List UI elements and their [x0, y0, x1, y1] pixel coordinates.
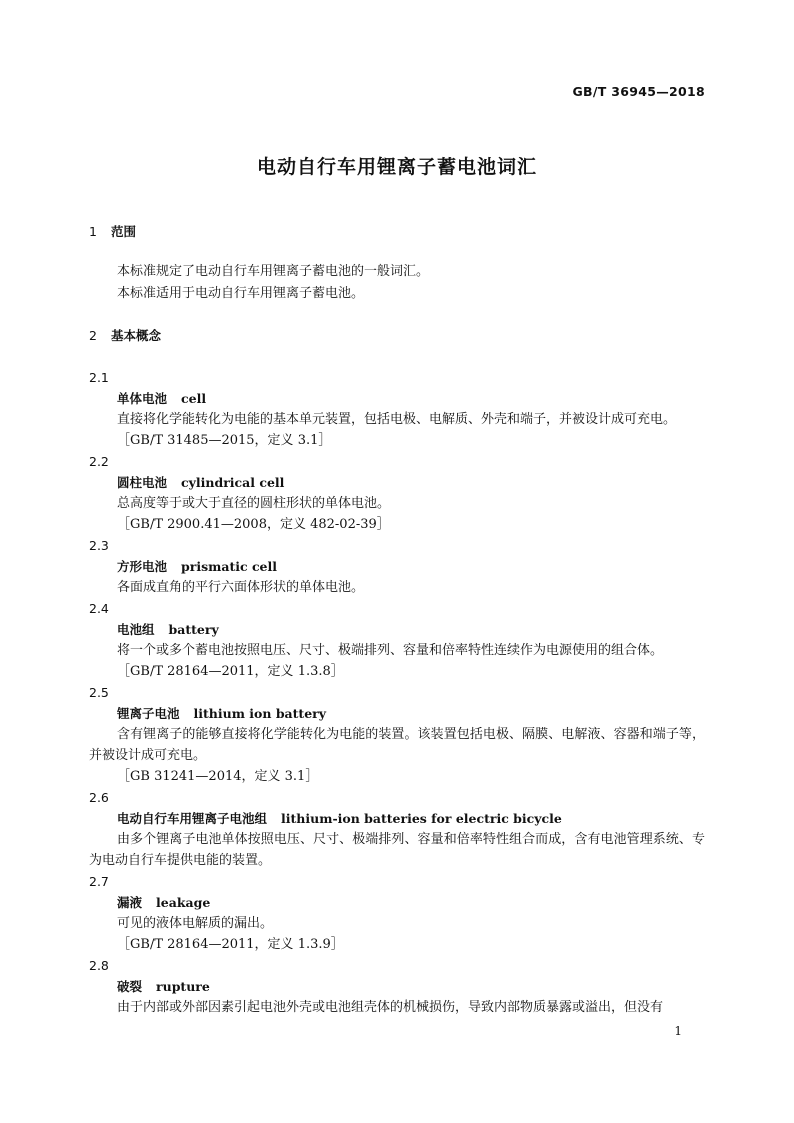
term-entry [89, 787, 705, 871]
term-english: leakage [156, 895, 211, 910]
section-1-heading [89, 222, 136, 240]
entry-definition: 可见的液体电解质的漏出。 [117, 916, 274, 931]
term-chinese: 电动自行车用锂离子电池组 [117, 811, 268, 826]
section-1-title: 范围 [111, 224, 137, 239]
entry-number: 2.8 [89, 958, 109, 973]
term-entry [89, 535, 705, 598]
entry-definition: 由于内部或外部因素引起电池外壳或电池组壳体的机械损伤，导致内部物质暴露或溢出，但没有 [117, 1000, 664, 1015]
section-1-paragraph-1: 本标准规定了电动自行车用锂离子蓄电池的一般词汇。 [117, 264, 430, 279]
page-number: 1 [674, 1024, 682, 1038]
entry-term [89, 619, 705, 640]
document-title: 电动自行车用锂离子蓄电池词汇 [256, 156, 537, 178]
term-entries [89, 367, 705, 1018]
entry-number: 2.5 [89, 685, 109, 700]
term-chinese: 破裂 [117, 979, 143, 994]
entry-source-reference: ［GB/T 28164—2011，定义 1.3.9］ [117, 937, 344, 952]
term-chinese: 方形电池 [117, 559, 168, 574]
term-english: battery [168, 622, 219, 637]
entry-term [89, 388, 705, 409]
entry-definition: 将一个或多个蓄电池按照电压、尺寸、极端排列、容量和倍率特性连续作为电源使用的组合体。 [117, 643, 664, 658]
term-english: cylindrical cell [181, 475, 285, 490]
entry-number: 2.1 [89, 370, 109, 385]
standard-code: GB/T 36945—2018 [572, 84, 705, 99]
term-entry [89, 598, 705, 682]
entry-term [89, 808, 705, 829]
term-entry [89, 871, 705, 955]
entry-number: 2.6 [89, 790, 109, 805]
term-english: lithium-ion batteries for electric bicycle [281, 811, 562, 826]
entry-number: 2.3 [89, 538, 109, 553]
entry-term [89, 892, 705, 913]
entry-term [89, 556, 705, 577]
entry-definition: 含有锂离子的能够直接将化学能转化为电能的装置。该装置包括电极、隔膜、电解液、容器和端子等，并被设计成可充电。 [89, 727, 705, 763]
entry-number: 2.7 [89, 874, 109, 889]
entry-term [89, 472, 705, 493]
term-english: cell [181, 391, 207, 406]
entry-number: 2.4 [89, 601, 109, 616]
term-chinese: 漏液 [117, 895, 143, 910]
entry-source-reference: ［GB/T 31485—2015，定义 3.1］ [117, 433, 332, 448]
term-english: prismatic cell [181, 559, 277, 574]
entry-source-reference: ［GB/T 28164—2011，定义 1.3.8］ [117, 664, 344, 679]
entry-source-reference: ［GB/T 2900.41—2008，定义 482-02-39］ [117, 517, 390, 532]
section-1-number: 1 [89, 224, 97, 239]
term-chinese: 电池组 [117, 622, 155, 637]
entry-term [89, 976, 705, 997]
entry-definition: 各面成直角的平行六面体形状的单体电池。 [117, 580, 365, 595]
section-2-number: 2 [89, 328, 97, 343]
term-entry [89, 451, 705, 535]
entry-source-reference: ［GB 31241—2014，定义 3.1］ [117, 769, 319, 784]
section-2-title: 基本概念 [111, 328, 162, 343]
entry-number: 2.2 [89, 454, 109, 469]
entry-term [89, 703, 705, 724]
term-entry [89, 955, 705, 1018]
term-english: lithium ion battery [193, 706, 327, 721]
term-english: rupture [156, 979, 210, 994]
section-1-paragraph-2: 本标准适用于电动自行车用锂离子蓄电池。 [117, 286, 365, 301]
term-chinese: 单体电池 [117, 391, 168, 406]
term-chinese: 圆柱电池 [117, 475, 168, 490]
term-entry [89, 682, 705, 787]
entry-definition: 由多个锂离子电池单体按照电压、尺寸、极端排列、容量和倍率特性组合而成，含有电池管理系统、专为电动自行车提供电能的装置。 [89, 832, 705, 868]
entry-definition: 总高度等于或大于直径的圆柱形状的单体电池。 [117, 496, 391, 511]
entry-definition: 直接将化学能转化为电能的基本单元装置，包括电极、电解质、外壳和端子，并被设计成可充电。 [117, 412, 677, 427]
term-entry [89, 367, 705, 451]
section-2-heading [89, 326, 161, 344]
term-chinese: 锂离子电池 [117, 706, 180, 721]
